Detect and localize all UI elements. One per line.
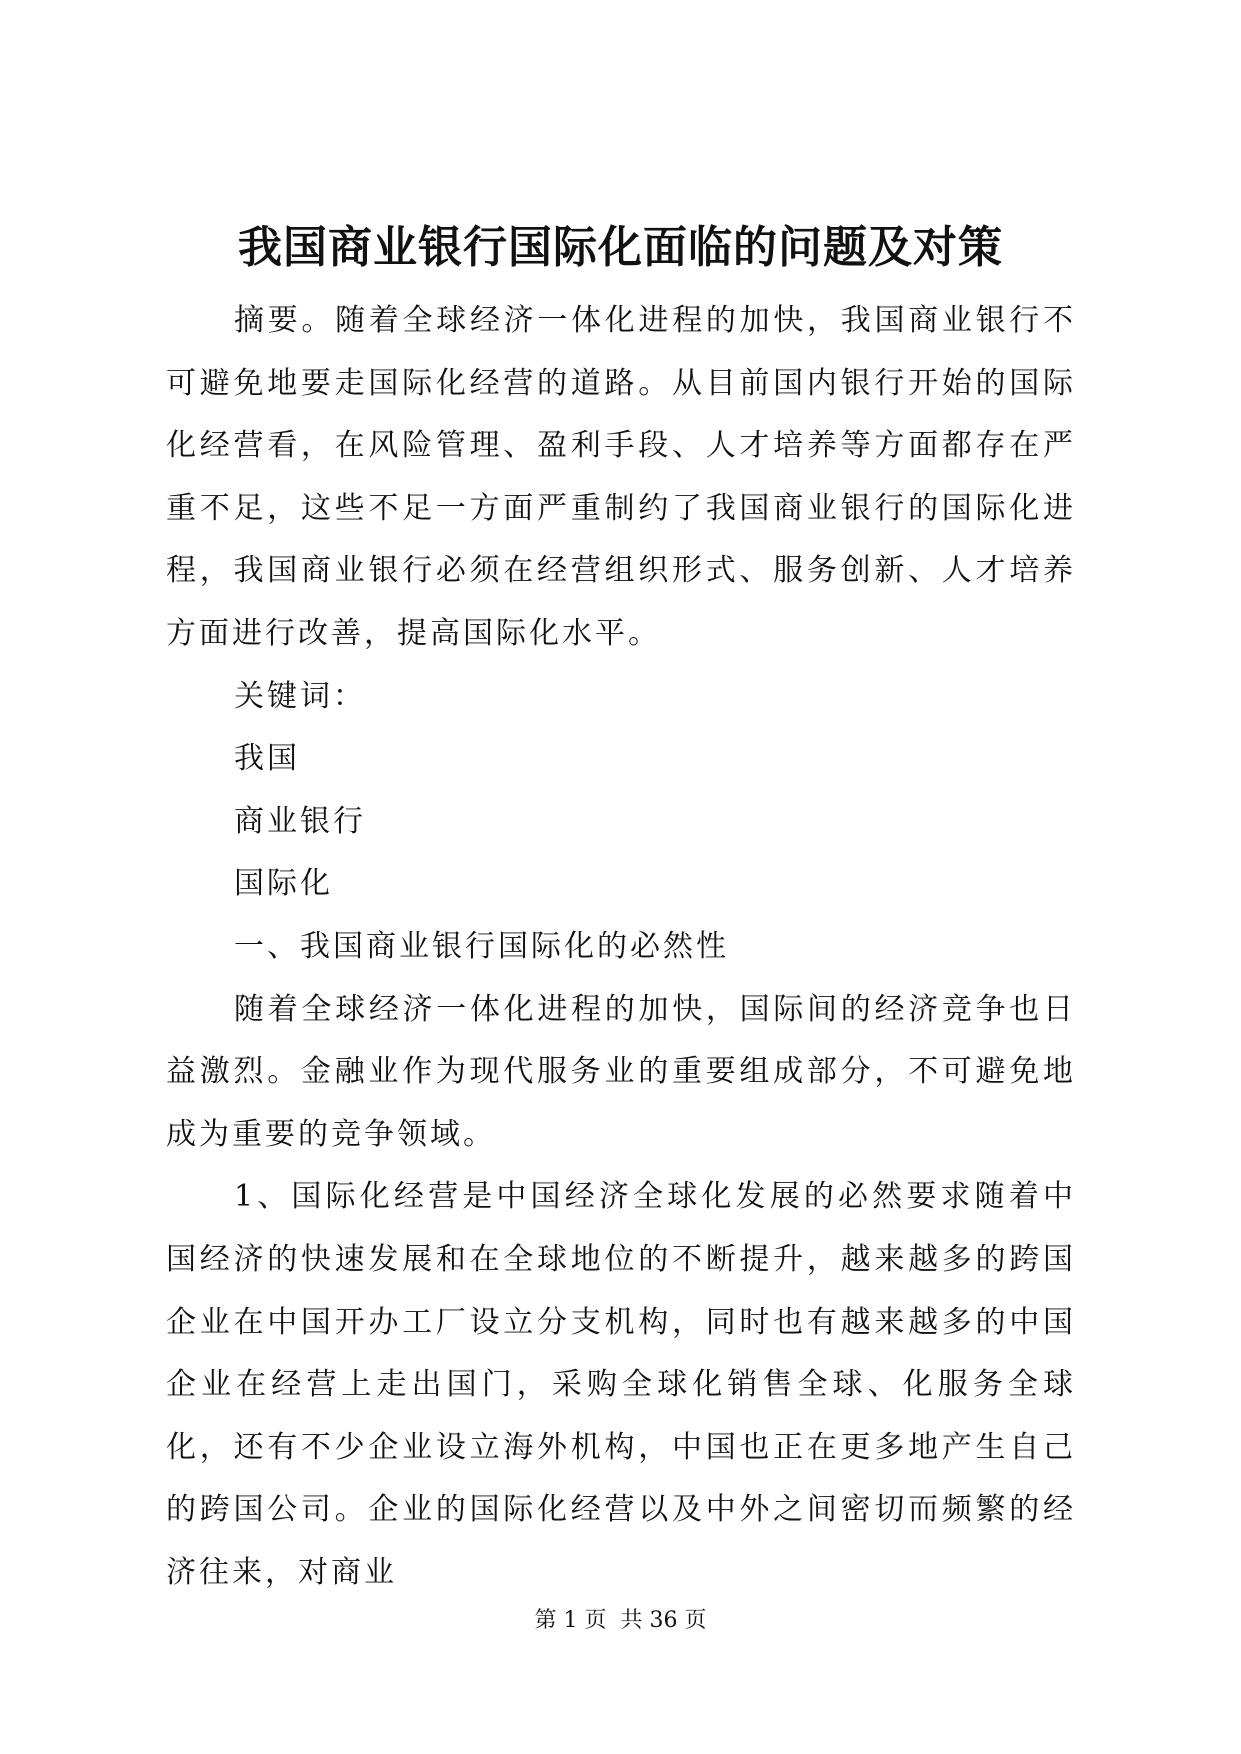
keyword-item: 我国 — [234, 741, 300, 777]
keywords-label: 关键词： — [234, 678, 366, 714]
abstract-paragraph: 摘要。随着全球经济一体化进程的加快，我国商业银行不可避免地要走国际化经营的道路。从目前国内银行开始的国际化经营看，在风险管理、盈利手段、人才培养等方面都存在严重不足，这些不足一方面严重制约了我国商业银行的国际化进程，我国商业银行必须在经营组织形式、服务创新、人才培养方面进行改善，提高国际化水平。 — [166, 303, 1076, 651]
keyword-item: 商业银行 — [234, 803, 366, 839]
document-body — [166, 290, 1076, 1604]
page-footer: 第 1 页 共 36 页 — [534, 1608, 707, 1633]
document-title: 我国商业银行国际化面临的问题及对策 — [238, 222, 1003, 273]
body-paragraph: 随着全球经济一体化进程的加快，国际间的经济竞争也日益激烈。金融业作为现代服务业的重要组成部分，不可避免地成为重要的竞争领域。 — [166, 991, 1076, 1152]
keyword-item: 国际化 — [234, 866, 333, 902]
body-paragraph: 1、国际化经营是中国经济全球化发展的必然要求随着中国经济的快速发展和在全球地位的不断提升，越来越多的跨国企业在中国开办工厂设立分支机构，同时也有越来越多的中国企业在经营上走出国门，采购全球化销售全球、化服务全球化，还有不少企业设立海外机构，中国也正在更多地产生自己的跨国公司。企业的国际化经营以及中外之间密切而频繁的经济往来，对商业 — [166, 1179, 1076, 1590]
section-heading: 一、我国商业银行国际化的必然性 — [234, 928, 729, 964]
